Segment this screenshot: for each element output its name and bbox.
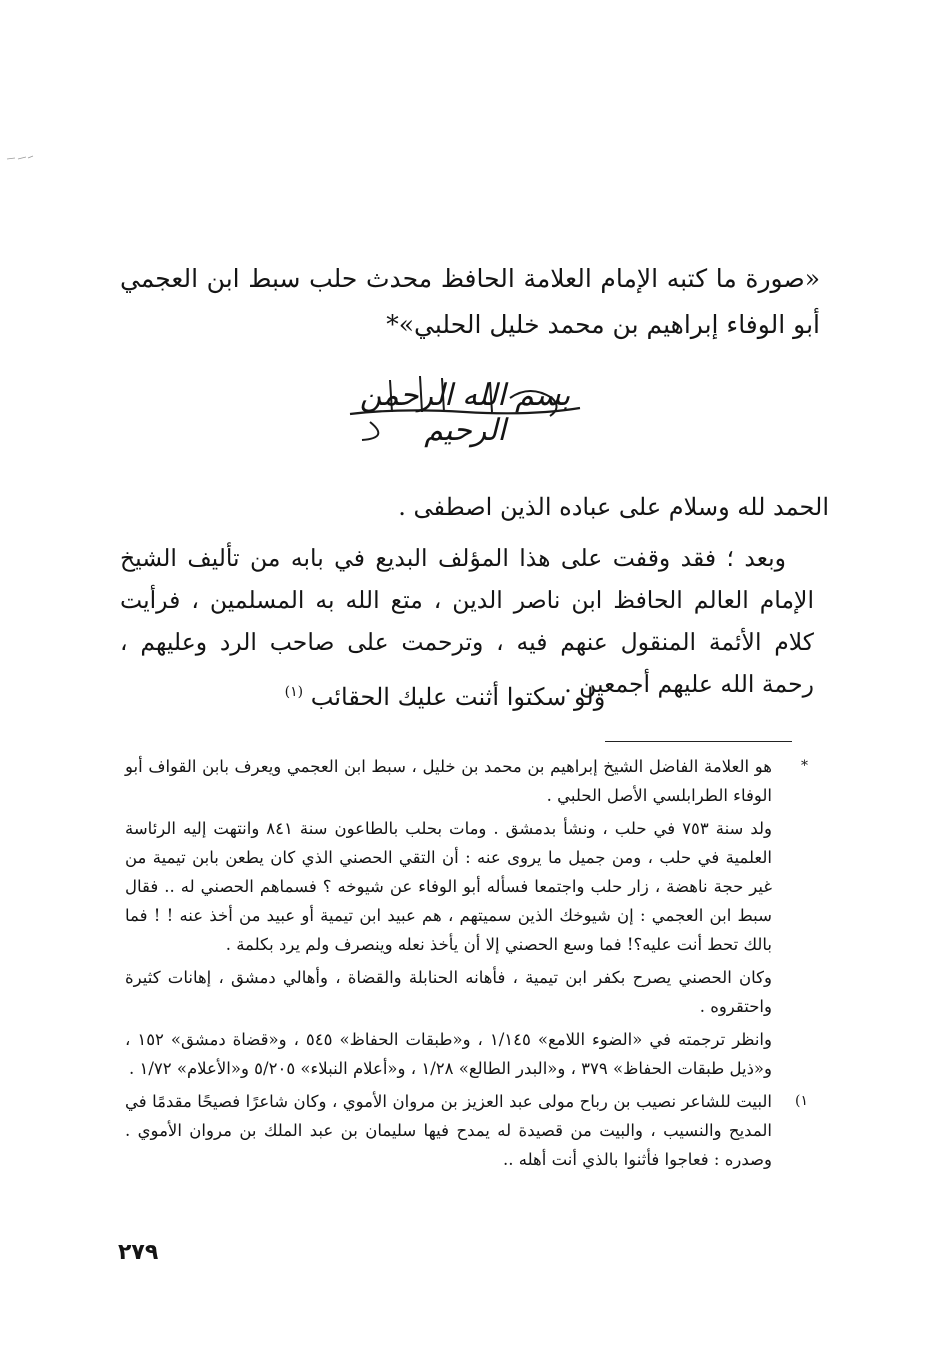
footnote-one-marker: ١) xyxy=(795,1093,808,1109)
basmala-text: بسم الله الرحمن الرحيم xyxy=(359,378,571,448)
footnote-one xyxy=(125,1087,808,1174)
document-heading: «صورة ما كتبه الإمام العلامة الحافظ محدث حلب سبط ابن العجمي أبو الوفاء إبراهيم بن محمد خليل الحلبي»* xyxy=(120,264,820,339)
footnote-star-para-4: وانظر ترجمته في «الضوء اللامع» ١/١٤٥ ، و«طبقات الحفاظ» ٥٤٥ ، و«قضاة دمشق» ١٥٢ ، و«ذيل طبقات الحفاظ» ٣٧٩ ، و«البدر الطالع» ١/٢٨ ، و«أعلام النبلاء» ٥/٢٠٥ و«الأعلام» ١/٧٢ . xyxy=(125,1030,772,1078)
footnote-star-para-3: وكان الحصني يصرح بكفر ابن تيمية ، فأهانه الحنابلة والقضاة ، وأهالي دمشق ، إهانات كثيرة واحتقروه . xyxy=(125,968,772,1016)
verse-text: ولو سكتوا أثنت عليك الحقائب xyxy=(310,683,606,711)
main-paragraph: وبعد ؛ فقد وقفت على هذا المؤلف البديع في بابه من تأليف الشيخ الإمام العالم الحافظ ابن ناصر الدين ، متع الله به المسلمين ، فرأيت كلام الأئمة المنقول عنهم فيه ، وترحمت على صاحب الرد وعليهم ، رحمة الله عليهم أجمعين . xyxy=(120,544,814,698)
footnote-star-para-2: ولد سنة ٧٥٣ في حلب ، ونشأ بدمشق . ومات بحلب بالطاعون سنة ٨٤١ وانتهت إليه الرئاسة العلمية في حلب ، ومن جميل ما يروى عنه : أن التقي الحصني الذي كان يطعن بابن تيمية من غير حجة ناهضة ، زار حلب واجتمعا فسأله أبو الوفاء عن شيوخه ؟ فسماهم الحصني له .. فقال سبط ابن العجمي : إن شيوخك الذين سميتهم ، هم عبيد ابن تيمية أو عبيد من أخذ عنه ! ! فما بالك تحط أنت عليه؟! فما وسع الحصني إلا أن يأخذ نعله وينصرف ولم يرد بكلمة . xyxy=(125,819,772,954)
footnote-separator xyxy=(605,741,792,742)
basmala-calligraphy xyxy=(330,368,600,448)
poetry-verse xyxy=(200,672,690,717)
scan-speck xyxy=(6,155,34,161)
verse-footnote-ref: (١) xyxy=(284,684,304,700)
footnote-star xyxy=(125,752,808,810)
page-number: ٢٧٩ xyxy=(118,1240,159,1265)
footnote-star-para-1: هو العلامة الفاضل الشيخ إبراهيم بن محمد بن خليل ، سبط ابن العجمي ويعرف بابن القواف أبو الوفاء الطرابلسي الأصل الحلبي . xyxy=(125,757,772,805)
opening-praise: الحمد لله وسلام على عباده الذين اصطفى . xyxy=(398,493,829,521)
footnotes-section xyxy=(125,752,808,1174)
footnote-star-marker: * xyxy=(801,758,808,774)
footnote-one-para-1: البيت للشاعر نصيب بن رباح مولى عبد العزيز بن مروان الأموي ، وكان شاعرًا فصيحًا مقدمًا في المديح والنسيب ، والبيت من قصيدة له يمدح فيها سليمان بن عبد الملك بن مروان الأموي . وصدره : فعاجوا فأثنوا بالذي أنت أهله .. xyxy=(125,1092,772,1169)
